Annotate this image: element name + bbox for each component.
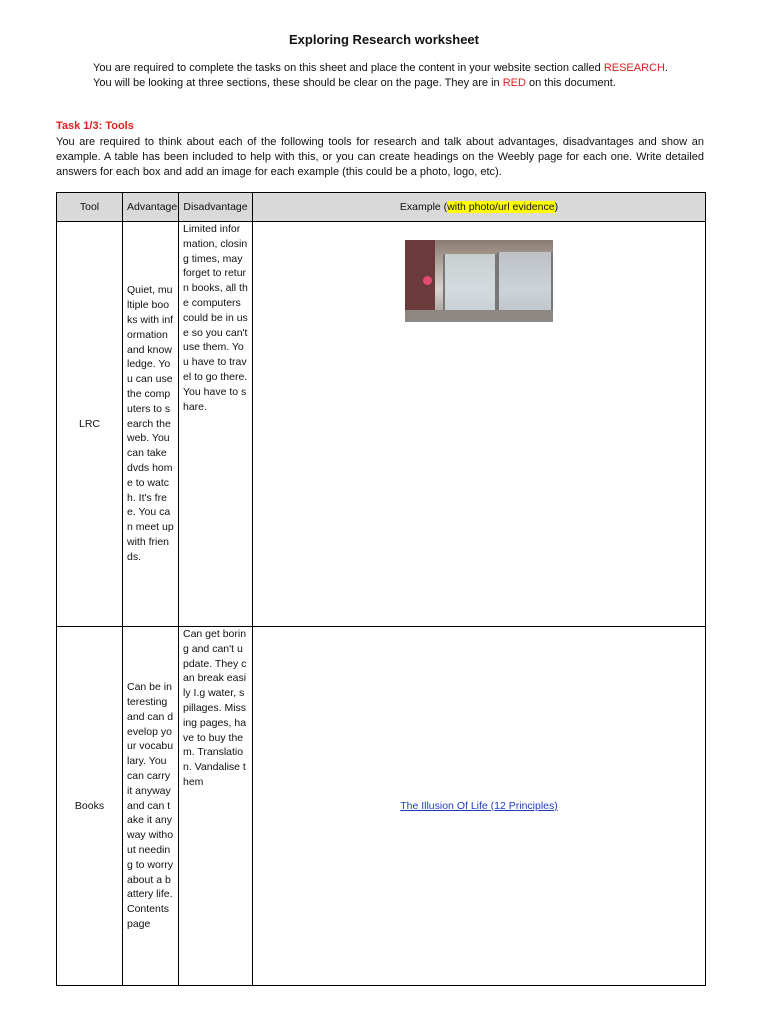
table-row xyxy=(57,627,706,986)
tools-table xyxy=(56,192,706,986)
research-keyword: RESEARCH xyxy=(603,62,665,74)
task-heading: Task 1/3: Tools xyxy=(56,120,134,132)
table-header-row xyxy=(57,193,706,222)
example-highlight: with photo/url evidence xyxy=(447,200,555,213)
intro-text: You are required to complete the tasks on this sheet and place the content in your website section called xyxy=(93,62,601,74)
photo-glass-door xyxy=(497,252,553,314)
table-row xyxy=(57,222,706,627)
photo-sign xyxy=(423,276,432,285)
header-advantage: Advantage xyxy=(123,193,179,222)
tool-cell: LRC xyxy=(57,222,123,627)
photo-floor xyxy=(405,310,553,322)
disadvantage-cell: Can get boring and can't update. They can break easily I.g water, spillages. Missing pages, have to buy them. Translation. Vandalise them xyxy=(179,627,253,986)
red-keyword: RED xyxy=(502,77,526,89)
header-tool: Tool xyxy=(57,193,123,222)
photo-glass-door xyxy=(443,254,497,314)
example-link[interactable]: The Illusion Of Life (12 Principles) xyxy=(400,799,558,812)
disadvantage-cell: Limited information, closing times, may forget to return books, all the computers could be in use so you can't use them. You have to travel to go there. You have to share. xyxy=(179,222,253,627)
header-disadvantage: Disadvantage xyxy=(179,193,253,222)
intro-text: on this document. xyxy=(529,77,616,89)
page-title: Exploring Research worksheet xyxy=(288,32,479,47)
header-example: Example (with photo/url evidence) xyxy=(253,193,706,222)
intro-text: . You will be looking at three sections, these should be clear on the page. They are in xyxy=(93,62,668,89)
example-cell xyxy=(253,627,706,986)
library-entrance-photo xyxy=(405,240,553,322)
intro-paragraph xyxy=(93,61,673,91)
task-description: You are required to think about each of the following tools for research and talk about advantages, disadvantages and show an example. A table has been included to help with this, or you can create headings on the Weebly page for each one. Write detailed answers for each box and add an image for each example (this could be a photo, logo, etc). xyxy=(56,136,704,178)
advantage-cell: Can be interesting and can develop your vocabulary. You can carry it anyway and can take it anyway without needing to worry about a battery life. Contents page xyxy=(123,627,179,986)
tool-cell: Books xyxy=(57,627,123,986)
advantage-cell: Quiet, multiple books with information and knowledge. You can use the computers to search the web. You can take dvds home to watch. It's free. You can meet up with friends. xyxy=(123,222,179,627)
